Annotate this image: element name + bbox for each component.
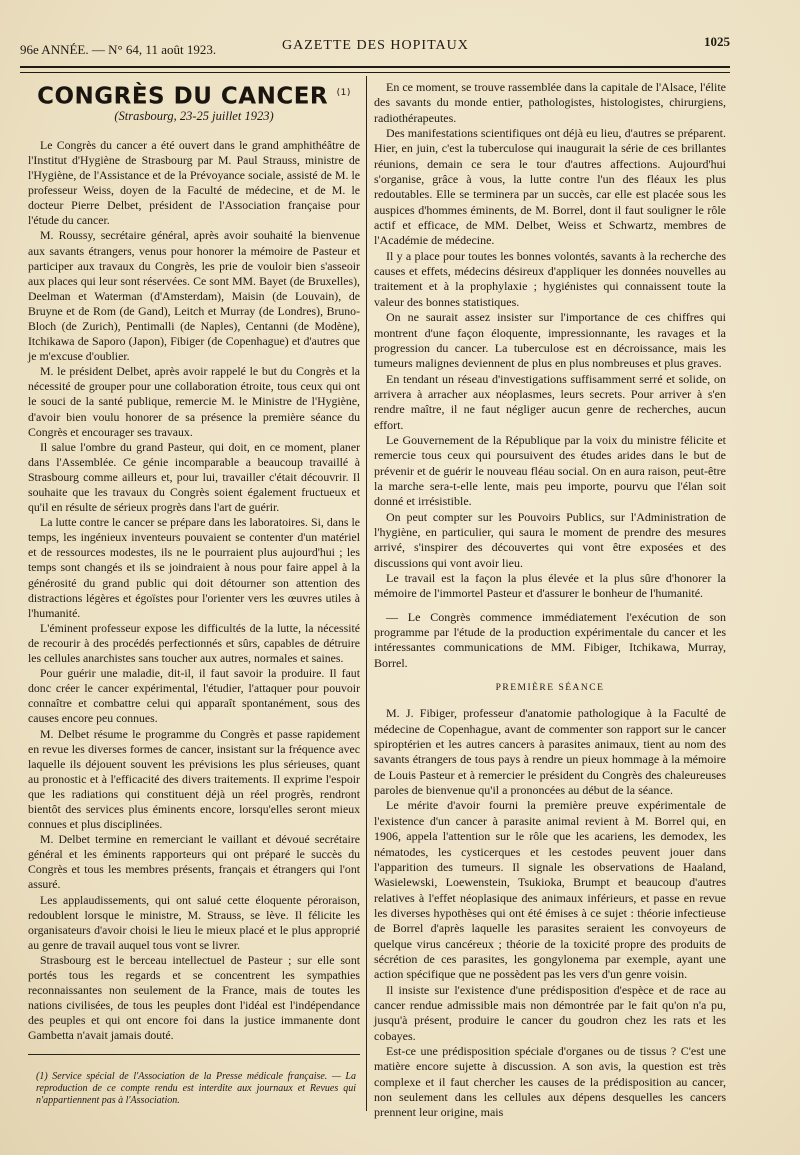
paragraph: L'éminent professeur expose les difficultés de la lutte, la nécessité de recourir à des procédés perfectionnés et sûrs, capables de détruire les cellules anarchistes sans toucher aux autres, normales et saines. bbox=[28, 620, 360, 666]
paragraph: Les applaudissements, qui ont salué cette éloquente péroraison, redoublent lorsque le ministre, M. Strauss, se lève. Il félicite les organisateurs d'avoir choisi le lieu le mieux placé et le plus approprié au genre de travail auquel tous vont se livrer. bbox=[28, 892, 360, 952]
paragraph: Des manifestations scientifiques ont déjà eu lieu, d'autres se préparent. Hier, en juin, c'est la tuberculose qui inaugurait la série de ces brillantes réunions, demain ce sera le tour d'autres affections. Aujourd'hui s'organise, grâce à vous, la lutte contre l'un des fléaux les plus redoutables. Elle se terminera par un succès, car elle est placée sous les auspices d'hommes éminents, de M. Borrel, dont il faut souligner le rôle actif et efficace, de MM. Delbet, Weiss et Schwartz, membres de l'Académie de médecine. bbox=[374, 126, 726, 248]
publication-title: GAZETTE DES HOPITAUX bbox=[282, 38, 469, 53]
paragraph: M. Delbet résume le programme du Congrès et passe rapidement en revue les diverses formes de cancer, insistant sur la fréquence avec laquelle ils déjouent souvent les prévisions les plus sérieuses, quant au pronostic et à l'efficacité des divers traitements. Il exprime l'espoir que les radiations qui constituent déjà un réel progrès, rendront bientôt des services plus éminents encore, lorsqu'elles seront mieux connues et plus disciplinées. bbox=[28, 726, 360, 832]
paragraph: M. Delbet termine en remerciant le vaillant et dévoué secrétaire général et les éminents rapporteurs qui ont préparé le succès du Congrès et tous les membres présents, français et étrangers qui l'ont assuré. bbox=[28, 832, 360, 892]
paragraph: Il salue l'ombre du grand Pasteur, qui doit, en ce moment, planer dans l'Assemblée. Ce génie incomparable a beaucoup travaillé à Strasbourg comme ailleurs et, pour lui, travailler c'était découvrir. Il souhaite que les travaux du Congrès soient également fructueux et qu'il en résulte de sérieux progrès dans l'art de guérir. bbox=[28, 439, 360, 515]
footnote-rule bbox=[28, 1054, 360, 1055]
paragraph: On ne saurait assez insister sur l'importance de ces chiffres qui montrent d'une façon éloquente, impressionnante, les ravages et la progression du cancer. La tuberculose est en décroissance, mais les tumeurs malignes deviennent de plus en plus nombreuses et plus graves. bbox=[374, 310, 726, 371]
paragraph: En tendant un réseau d'investigations suffisamment serré et solide, on arrivera à arracher aux néoplasmes, leurs secrets. Pour arriver à s'en rendre maître, il ne faut négliger aucun genre de recherches, aucun effort. bbox=[374, 371, 726, 432]
paragraph: Le Congrès du cancer a été ouvert dans le grand amphithéâtre de l'Institut d'Hygiène de Strasbourg par M. Paul Strauss, ministre de l'Hygiène, de l'Assistance et de la Prévoyance sociale, assisté de M. le professeur Weiss, doyen de la Faculté de médecine, et de M. le docteur Pierre Delbet, président de l'Association française pour l'étude du cancer. bbox=[28, 137, 360, 228]
page-number: 1025 bbox=[704, 34, 730, 49]
right-column bbox=[374, 80, 726, 1121]
paragraph: Le mérite d'avoir fourni la première preuve expérimentale de l'existence d'un cancer à parasite animal revient à M. Borrel qui, en 1906, appela l'attention sur le rôle que les acariens, les demodex, les nématodes, les cysticerques et les cestodes peuvent jouer dans l'apparition des tumeurs. Il signale les observations de Haaland, Wasielewski, Loewenstein, Tsukioka, Brumpt et beaucoup d'autres relatives à l'effet néoplasique des animaux inférieurs, et passe en revue les diverses hypothèses qui ont été émises à ce sujet : théorie infectieuse de Borrel d'après laquelle les parasites seraient les convoyeurs de quelque virus cancéreux ; théorie de la toxicité propre des produits de sécrétion de ces parasites, les gongylonema par exemple, ayant une action spécifique que ne possèdent pas les vers d'un genre voisin. bbox=[374, 798, 726, 982]
header-rule bbox=[20, 66, 730, 73]
paragraph: Il y a place pour toutes les bonnes volontés, savants à la recherche des causes et effets, médecins désireux d'appliquer les données nouvelles au traitement et à la prophylaxie ; hygiénistes qui connaissent toute la valeur des bonnes statistiques. bbox=[374, 248, 726, 309]
paragraph: La lutte contre le cancer se prépare dans les laboratoires. Si, dans le temps, les ingénieux inventeurs pouvaient se contenter d'un matériel et de ressources modestes, ils ne le pourraient plus aujourd'hui ; les temps sont changés et ils se joindraient à nous pour faire appel à la générosité du grand public qui doit détourner son attention des distractions légères et égoïstes pour l'orienter vers les œuvres utiles à l'humanité. bbox=[28, 515, 360, 620]
article-subtitle: (Strasbourg, 23-25 juillet 1923) bbox=[114, 108, 274, 123]
section-title: PREMIÈRE SÉANCE bbox=[495, 683, 605, 694]
column-divider bbox=[366, 76, 367, 1111]
paragraph: On peut compter sur les Pouvoirs Publics, sur l'Administration de l'hygiène, en particulier, qui saura le moment de prendre des mesures arrivé, s'inspirer des découvertes qui vont être exposées et des discussions qui vont avoir lieu. bbox=[374, 509, 726, 570]
paragraph: Est-ce une prédisposition spéciale d'organes ou de tissus ? C'est une matière encore sujette à discussion. A son avis, la question est très complexe et il faut chercher les causes de la prédisposition au cancer, non seulement dans les cellules aux dépens desquelles les cancers prennent leur origine, mais bbox=[374, 1043, 726, 1120]
title-footnote-ref: (1) bbox=[336, 88, 351, 98]
issue-info: 96e ANNÉE. — N° 64, 11 août 1923. bbox=[20, 42, 217, 57]
paragraph: En ce moment, se trouve rassemblée dans la capitale de l'Alsace, l'élite des savants du monde entier, pathologistes, histologistes, chirurgiens, radiothérapeutes. bbox=[374, 80, 726, 125]
paragraph: Pour guérir une maladie, dit-il, il faut savoir la produire. Il faut donc créer le cancer expérimental, l'étudier, l'attaquer pour pouvoir connaître et combattre celui qui apparaît spontanément, sous des causes encore peu connues. bbox=[28, 666, 360, 726]
paragraph: Il insiste sur l'existence d'une prédisposition d'espèce et de race au cancer rendue admissible mais non démontrée par le fait qu'on n'a pu, jusqu'à présent, produire le cancer du goudron chez les rats et les cobayes. bbox=[374, 982, 726, 1043]
article-title-text: CONGRÈS DU CANCER bbox=[37, 83, 329, 110]
paragraph: M. J. Fibiger, professeur d'anatomie pathologique à la Faculté de médecine de Copenhague, avant de commenter son rapport sur le cancer spiroptérien et les autres cancers à parasites animaux, tient au nom des savants étrangers de tous pays à rendre un pieux hommage à la mémoire de Louis Pasteur et à remercier le président du Congrès des chaleureuses paroles de bienvenue qu'il a prononcées au début de la séance. bbox=[374, 706, 726, 798]
paragraph: Le Gouvernement de la République par la voix du ministre félicite et remercie tous ceux qui poursuivent des études arides dans le but de prévenir et de guérir le nouveau fléau social. On en aura raison, peut-être la marche sera-t-elle lente, mais peu importe, pourvu que l'élan soit donné et irrésistible. bbox=[374, 432, 726, 509]
article-title bbox=[28, 83, 360, 110]
paragraph: Le travail est la façon la plus élevée et la plus sûre d'honorer la mémoire de l'immortel Pasteur et d'assurer le bonheur de l'humanité. bbox=[374, 571, 726, 601]
paragraph: M. le président Delbet, après avoir rappelé le but du Congrès et la nécessité de grouper pour une collaboration étroite, tous ceux qui ont le souci de la santé publique, remercie M. le Ministre de l'Hygiène, d'avoir bien voulu honorer de sa présence la première séance du Congrès et encourager ses travaux. bbox=[28, 364, 360, 439]
paragraph: Strasbourg est le berceau intellectuel de Pasteur ; sur elle sont portés tous les regards et se concentrent les sympathies reconnaissantes non seulement de la France, mais de toutes les nations civilisées, de tous les peuples dont l'idéal est l'indépendance des peuples et qui ont encore foi dans la justice immanente dont Gambetta n'avait jamais douté. bbox=[28, 952, 360, 1043]
paragraph: M. Roussy, secrétaire général, après avoir souhaité la bienvenue aux savants étrangers, venus pour honorer la mémoire de Pasteur et participer aux travaux du Congrès, les prie de vouloir bien s'asseoir aux places qui leur sont réservées. Ce sont MM. Bayet (de Bruxelles), Deelman et Waterman (d'Amsterdam), Maisin (de Louvain), de Bruyne et de Rom (de Gand), Leitch et Murray (de Londres), Bruno-Bloch (de Zurich), Pentimalli (de Naples), Centanni (de Modène), Itchikawa de Saporo (Japon), Fibiger (de Copenhague) et d'autres que je m'excuse d'oublier. bbox=[28, 228, 360, 364]
paragraph: — Le Congrès commence immédiatement l'exécution de son programme par l'étude de la production expérimentale du cancer et les intéressantes communications de MM. Fibiger, Itchikawa, Murray, Borrel. bbox=[374, 609, 726, 670]
footnote: (1) Service spécial de l'Association de la Presse médicale française. — La reproduction de ce compte rendu est interdite aux journaux et Revues qui n'appartiennent pas à l'Association. bbox=[36, 1071, 356, 1106]
page-header bbox=[20, 32, 730, 62]
left-column bbox=[28, 80, 360, 1043]
